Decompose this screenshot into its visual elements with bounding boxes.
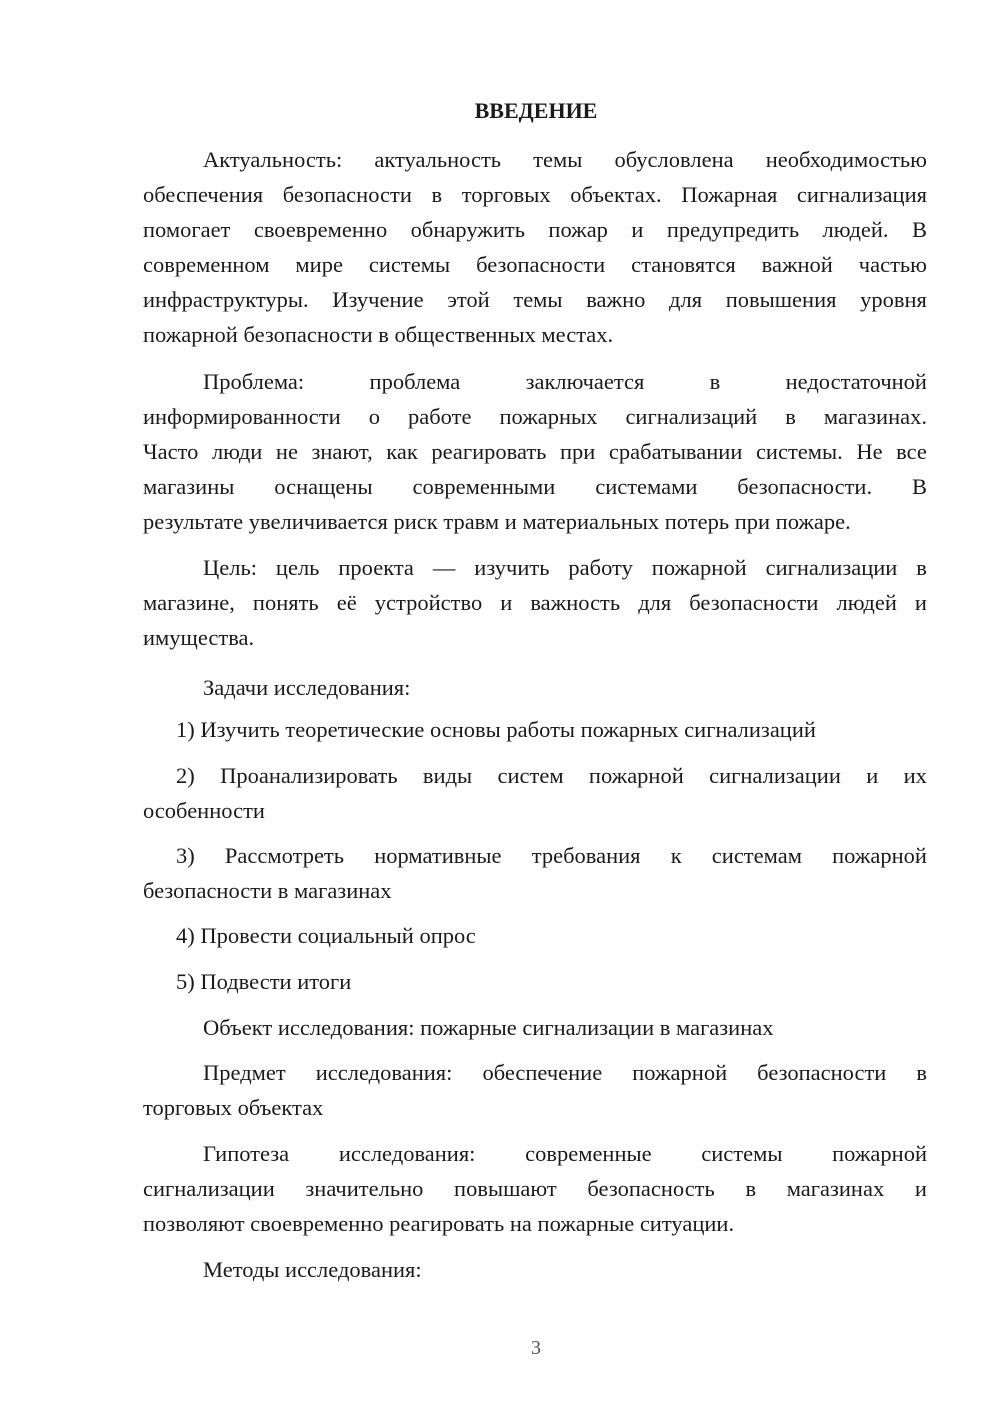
text-line: позволяют своевременно реагировать на пожарные ситуации. [143, 1211, 735, 1236]
paragraph-task-4 [143, 918, 927, 953]
paragraph-object [143, 1010, 927, 1045]
text-line: современном мире системы безопасности становятся важной частью [143, 252, 927, 277]
text-line: 3) Рассмотреть нормативные требования к системам пожарной [176, 843, 927, 868]
text-line: инфраструктуры. Изучение этой темы важно для повышения уровня [143, 287, 927, 312]
paragraph-problem [143, 364, 927, 539]
paragraph-task-1 [143, 712, 927, 747]
text-line: Объект исследования: пожарные сигнализации в магазинах [203, 1015, 774, 1040]
paragraph-relevance [143, 142, 927, 352]
text-line: сигнализации значительно повышают безопасность в магазинах и [143, 1176, 927, 1201]
text-line: особенности [143, 798, 265, 823]
text-line: магазине, понять её устройство и важность для безопасности людей и [143, 590, 927, 615]
text-line: Часто люди не знают, как реагировать при срабатывании системы. Не все [143, 439, 927, 464]
text-line: помогает своевременно обнаружить пожар и предупредить людей. В [143, 217, 927, 242]
text-line: Гипотеза исследования: современные системы пожарной [203, 1141, 927, 1166]
text-line: 5) Подвести итоги [176, 969, 352, 994]
paragraph-goal [143, 550, 927, 655]
paragraph-task-3 [143, 838, 927, 908]
page-title: ВВЕДЕНИЕ [474, 98, 598, 123]
text-line: 1) Изучить теоретические основы работы пожарных сигнализаций [176, 717, 816, 742]
text-line: пожарной безопасности в общественных местах. [143, 322, 614, 347]
paragraph-hypothesis [143, 1136, 927, 1241]
text-line: Предмет исследования: обеспечение пожарной безопасности в [203, 1060, 927, 1085]
text-line: обеспечения безопасности в торговых объектах. Пожарная сигнализация [143, 182, 927, 207]
paragraph-methods [143, 1252, 927, 1287]
text-line: безопасности в магазинах [143, 878, 392, 903]
page-number: 3 [531, 1337, 541, 1359]
text-line: Проблема: проблема заключается в недостаточной [203, 369, 927, 394]
paragraph-tasks-heading [143, 670, 927, 705]
paragraph-task-5 [143, 964, 927, 999]
text-line: Актуальность: актуальность темы обусловлена необходимостью [203, 147, 927, 172]
text-line: торговых объектах [143, 1095, 324, 1120]
text-line: Задачи исследования: [203, 675, 411, 700]
text-line: 2) Проанализировать виды систем пожарной сигнализации и их [176, 763, 927, 788]
paragraph-task-2 [143, 758, 927, 828]
text-line: имущества. [143, 625, 255, 650]
text-line: 4) Провести социальный опрос [176, 923, 476, 948]
text-line: информированности о работе пожарных сигнализаций в магазинах. [143, 404, 927, 429]
paragraph-subject [143, 1055, 927, 1125]
text-line: результате увеличивается риск травм и материальных потерь при пожаре. [143, 509, 851, 534]
text-line: Методы исследования: [203, 1257, 422, 1282]
text-line: магазины оснащены современными системами безопасности. В [143, 474, 927, 499]
text-line: Цель: цель проекта — изучить работу пожарной сигнализации в [203, 555, 927, 580]
